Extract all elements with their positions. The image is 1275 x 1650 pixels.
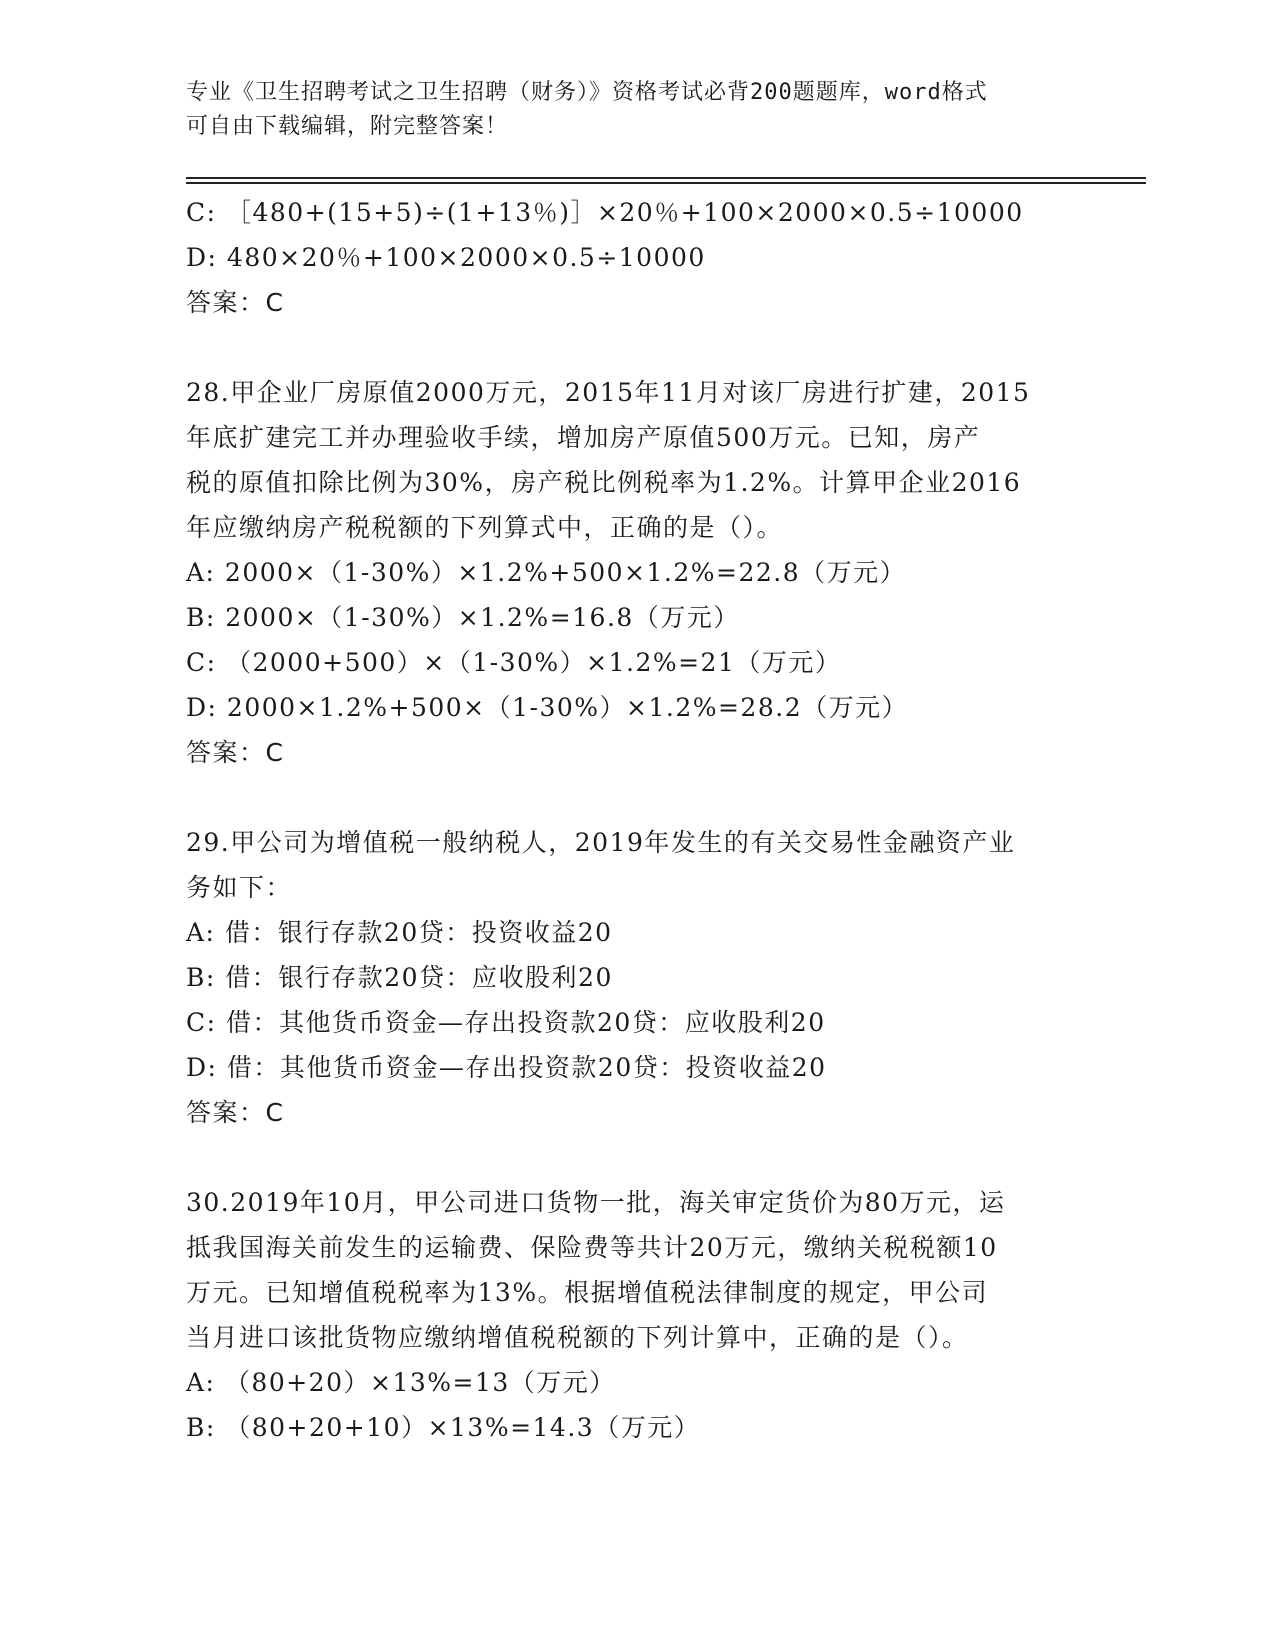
header-line: 可自由下载编辑，附完整答案！ bbox=[186, 114, 509, 139]
answer: 答案：C bbox=[186, 1098, 285, 1127]
answer: 答案：C bbox=[186, 288, 285, 317]
header-divider bbox=[186, 182, 1146, 184]
question-30 bbox=[186, 1180, 1086, 1450]
document-body bbox=[186, 190, 1086, 1450]
option-c: C: 借：其他货币资金—存出投资款20贷：应收股利20 bbox=[186, 1008, 826, 1037]
option-d: D: 借：其他货币资金—存出投资款20贷：投资收益20 bbox=[186, 1053, 827, 1082]
option-a: A: 2000×（1-30%）×1.2%+500×1.2%=22.8（万元） bbox=[186, 558, 907, 587]
question-text: 万元。已知增值税税率为13%。根据增值税法律制度的规定，甲公司 bbox=[186, 1278, 989, 1307]
question-text: 28.甲企业厂房原值2000万元，2015年11月对该厂房进行扩建，2015 bbox=[186, 378, 1031, 407]
question-text: 29.甲公司为增值税一般纳税人，2019年发生的有关交易性金融资产业 bbox=[186, 828, 1016, 857]
question-text: 年底扩建完工并办理验收手续，增加房产原值500万元。已知，房产 bbox=[186, 423, 981, 452]
previous-question-tail bbox=[186, 190, 1086, 325]
question-text: 税的原值扣除比例为30%，房产税比例税率为1.2%。计算甲企业2016 bbox=[186, 468, 1022, 497]
option-a: A: （80+20）×13%=13（万元） bbox=[186, 1368, 616, 1397]
header-text bbox=[186, 76, 1086, 144]
header-line: 专业《卫生招聘考试之卫生招聘（财务）》资格考试必背200题题库，word格式 bbox=[186, 80, 988, 105]
option-d: D: 2000×1.2%+500×（1-30%）×1.2%=28.2（万元） bbox=[186, 693, 909, 722]
question-text: 年应缴纳房产税税额的下列算式中，正确的是（）。 bbox=[186, 513, 784, 542]
option-b: B: 2000×（1-30%）×1.2%=16.8（万元） bbox=[186, 603, 740, 632]
option-b: B: 借：银行存款20贷：应收股利20 bbox=[186, 963, 613, 992]
header-divider bbox=[186, 177, 1146, 179]
option-d: D: 480×20％+100×2000×0.5÷10000 bbox=[186, 243, 706, 272]
question-text: 30.2019年10月，甲公司进口货物一批，海关审定货价为80万元，运 bbox=[186, 1188, 1006, 1217]
answer: 答案：C bbox=[186, 738, 285, 767]
question-text: 当月进口该批货物应缴纳增值税税额的下列计算中，正确的是（）。 bbox=[186, 1323, 969, 1352]
option-c: C: （2000+500）×（1-30%）×1.2%=21（万元） bbox=[186, 648, 842, 677]
question-text: 抵我国海关前发生的运输费、保险费等共计20万元，缴纳关税税额10 bbox=[186, 1233, 998, 1262]
question-28 bbox=[186, 370, 1086, 775]
question-29 bbox=[186, 820, 1086, 1135]
option-b: B: （80+20+10）×13%=14.3（万元） bbox=[186, 1413, 701, 1442]
option-a: A: 借：银行存款20贷：投资收益20 bbox=[186, 918, 613, 947]
option-c: C: ［480+(15+5)÷(1+13％)］×20％+100×2000×0.5÷10000 bbox=[186, 198, 1024, 227]
question-text: 务如下： bbox=[186, 873, 293, 902]
